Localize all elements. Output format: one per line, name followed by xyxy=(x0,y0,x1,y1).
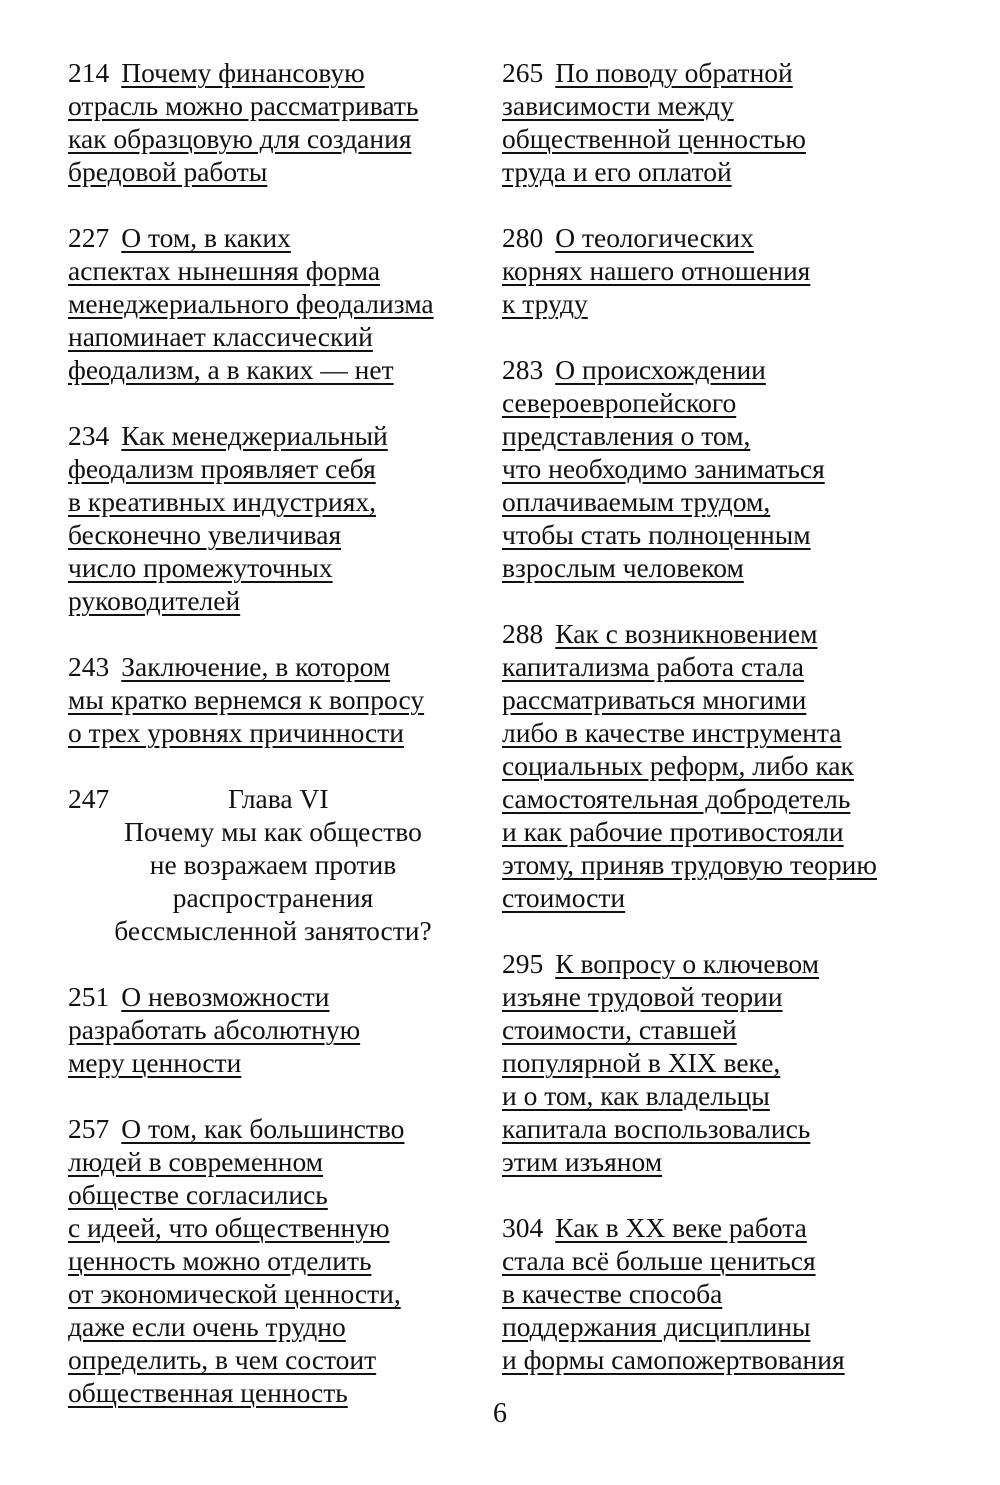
toc-entry-title: определить, в чем состоит xyxy=(68,1344,377,1375)
toc-entry-title: стоимости xyxy=(502,882,626,913)
toc-entry-title: капитализма работа стала xyxy=(502,651,804,682)
toc-entry-243[interactable] xyxy=(68,650,478,749)
toc-entry-title: от экономической ценности, xyxy=(68,1278,401,1309)
toc-entry-title: О невозможности xyxy=(121,981,330,1012)
toc-entry-title: По поводу обратной xyxy=(555,57,793,88)
toc-page-number: 247 xyxy=(68,783,110,814)
toc-entry-title: и о том, как владельцы xyxy=(502,1080,770,1111)
toc-entry-title: с идеей, что общественную xyxy=(68,1212,390,1243)
toc-entry-295[interactable] xyxy=(502,947,922,1178)
toc-entry-title: феодализм, а в каких — нет xyxy=(68,354,394,385)
toc-entry-title: ценность можно отделить xyxy=(68,1245,372,1276)
toc-entry-title: О том, как большинство xyxy=(121,1113,405,1144)
toc-page-number: 283 xyxy=(502,354,544,385)
toc-entry-title: число промежуточных xyxy=(68,552,333,583)
toc-entry-title: североевропейского xyxy=(502,387,737,418)
toc-right-column xyxy=(502,56,922,1409)
toc-entry-title: бесконечно увеличивая xyxy=(68,519,342,550)
toc-page-number: 280 xyxy=(502,222,544,253)
toc-entry-title: и формы самопожертвования xyxy=(502,1344,845,1375)
toc-entry-title: руководителей xyxy=(68,585,241,616)
toc-entry-title: труда и его оплатой xyxy=(502,156,732,187)
toc-entry-title: самостоятельная добродетель xyxy=(502,783,851,814)
toc-entry-214[interactable] xyxy=(68,56,478,188)
toc-entry-title: корнях нашего отношения xyxy=(502,255,811,286)
chapter-title: бессмысленной занятости? xyxy=(114,915,432,946)
toc-entry-title: стоимости, ставшей xyxy=(502,1014,737,1045)
toc-entry-title: этим изъяном xyxy=(502,1146,663,1177)
chapter-title: распространения xyxy=(172,882,374,913)
toc-entry-title: мы кратко вернемся к вопросу xyxy=(68,684,425,715)
toc-entry-257[interactable] xyxy=(68,1112,478,1409)
toc-entry-title: стала всё больше цениться xyxy=(502,1245,816,1276)
toc-page-number: 243 xyxy=(68,651,110,682)
toc-entry-title: Как менеджериальный xyxy=(121,420,388,451)
toc-page-number: 288 xyxy=(502,618,544,649)
toc-left-column xyxy=(68,56,478,1442)
toc-entry-title: о трех уровнях причинности xyxy=(68,717,404,748)
toc-entry-title: О том, в каких xyxy=(121,222,291,253)
toc-page-number: 304 xyxy=(502,1212,544,1243)
toc-page-number: 214 xyxy=(68,57,110,88)
toc-entry-title: в качестве способа xyxy=(502,1278,723,1309)
toc-entry-234[interactable] xyxy=(68,419,478,617)
toc-entry-288[interactable] xyxy=(502,617,922,914)
toc-entry-title: Заключение, в котором xyxy=(121,651,391,682)
toc-entry-title: менеджериального феодализма xyxy=(68,288,434,319)
toc-entry-283[interactable] xyxy=(502,353,922,584)
toc-entry-title: людей в современном xyxy=(68,1146,324,1177)
toc-entry-title: либо в качестве инструмента xyxy=(502,717,842,748)
toc-entry-title: феодализм проявляет себя xyxy=(68,453,376,484)
toc-entry-title: в креативных индустриях, xyxy=(68,486,377,517)
page-number: 6 xyxy=(493,1398,507,1429)
toc-entry-title: поддержания дисциплины xyxy=(502,1311,811,1342)
toc-entry-title: О происхождении xyxy=(555,354,766,385)
toc-entry-265[interactable] xyxy=(502,56,922,188)
toc-entry-title: и как рабочие противостояли xyxy=(502,816,844,847)
toc-entry-title: даже если очень трудно xyxy=(68,1311,346,1342)
chapter-title: Почему мы как общество xyxy=(124,816,422,847)
toc-entry-title: изъяне трудовой теории xyxy=(502,981,783,1012)
toc-entry-title: бредовой работы xyxy=(68,156,268,187)
toc-entry-title: разработать абсолютную xyxy=(68,1014,361,1045)
toc-page-number: 257 xyxy=(68,1113,110,1144)
toc-entry-title: представления о том, xyxy=(502,420,751,451)
toc-entry-title: О теологических xyxy=(555,222,754,253)
toc-chapter-6[interactable] xyxy=(68,782,478,947)
toc-entry-304[interactable] xyxy=(502,1211,922,1376)
toc-entry-280[interactable] xyxy=(502,221,922,320)
toc-entry-title: напоминает классический xyxy=(68,321,373,352)
toc-entry-227[interactable] xyxy=(68,221,478,386)
toc-entry-title: общественная ценность xyxy=(68,1377,348,1408)
toc-entry-title: оплачиваемым трудом, xyxy=(502,486,771,517)
toc-entry-title: аспектах нынешняя форма xyxy=(68,255,381,286)
toc-entry-title: Как в XX веке работа xyxy=(555,1212,807,1243)
chapter-label: Глава VI xyxy=(228,783,329,814)
toc-entry-title: популярной в XIX веке, xyxy=(502,1047,781,1078)
toc-entry-title: что необходимо заниматься xyxy=(502,453,825,484)
toc-entry-251[interactable] xyxy=(68,980,478,1079)
toc-entry-title: капитала воспользовались xyxy=(502,1113,811,1144)
toc-entry-title: К вопросу о ключевом xyxy=(555,948,820,979)
toc-entry-title: чтобы стать полноценным xyxy=(502,519,811,550)
toc-page-number: 227 xyxy=(68,222,110,253)
toc-page-number: 295 xyxy=(502,948,544,979)
toc-entry-title: социальных реформ, либо как xyxy=(502,750,854,781)
toc-entry-title: к труду xyxy=(502,288,588,319)
toc-entry-title: как образцовую для создания xyxy=(68,123,412,154)
toc-entry-title: этому, приняв трудовую теорию xyxy=(502,849,877,880)
toc-page-number: 251 xyxy=(68,981,110,1012)
toc-page-number: 265 xyxy=(502,57,544,88)
toc-entry-title: рассматриваться многими xyxy=(502,684,807,715)
toc-entry-title: общественной ценностью xyxy=(502,123,806,154)
toc-entry-title: отрасль можно рассматривать xyxy=(68,90,419,121)
chapter-title: не возражаем против xyxy=(149,849,397,880)
toc-entry-title: меру ценности xyxy=(68,1047,242,1078)
toc-page-number: 234 xyxy=(68,420,110,451)
toc-entry-title: взрослым человеком xyxy=(502,552,744,583)
toc-entry-title: обществе согласились xyxy=(68,1179,328,1210)
toc-entry-title: зависимости между xyxy=(502,90,734,121)
toc-entry-title: Почему финансовую xyxy=(121,57,365,88)
toc-entry-title: Как с возникновением xyxy=(555,618,818,649)
